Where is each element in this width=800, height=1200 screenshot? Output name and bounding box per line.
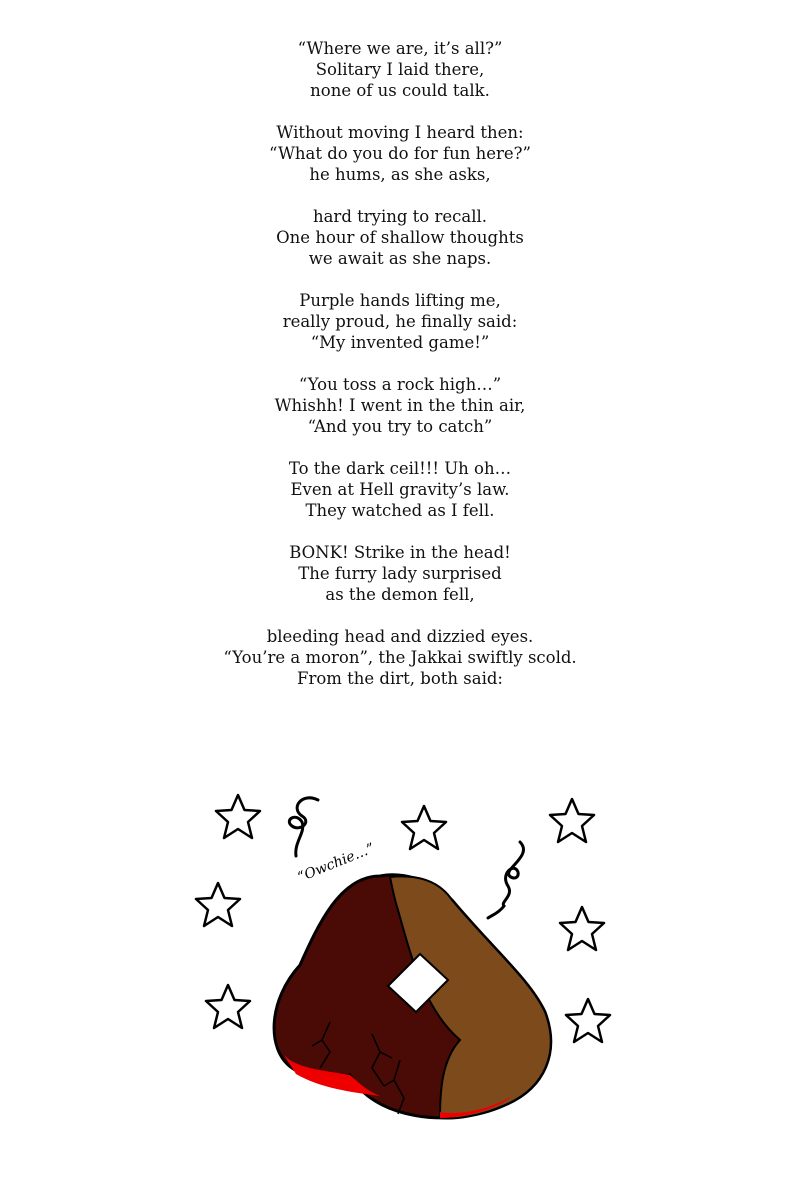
dizzy-swirl-icon	[289, 798, 318, 856]
poem-line: hard trying to recall.	[312, 207, 488, 226]
poem-line: we await as she naps.	[308, 249, 492, 268]
poem-line: bleeding head and dizzied eyes.	[266, 627, 534, 646]
stanza-7	[0, 542, 800, 605]
poem-line: Without moving I heard then:	[276, 123, 524, 142]
star-icon	[216, 795, 260, 838]
poem-line: They watched as I fell.	[305, 501, 495, 520]
poem-line: Even at Hell gravity’s law.	[290, 480, 510, 499]
poem	[0, 38, 800, 710]
star-icon	[550, 799, 594, 842]
stanza-6	[0, 458, 800, 521]
stanza-5	[0, 374, 800, 437]
star-icon	[196, 883, 240, 926]
poem-line: Solitary I laid there,	[315, 60, 485, 79]
poem-line: “My invented game!”	[310, 333, 490, 352]
poem-line: really proud, he finally said:	[282, 312, 518, 331]
poem-line: “Where we are, it’s all?”	[297, 39, 503, 58]
demon-head	[274, 875, 551, 1119]
poem-line: One hour of shallow thoughts	[276, 228, 524, 247]
poem-line: From the dirt, both said:	[297, 669, 503, 688]
poem-line: Purple hands lifting me,	[299, 291, 501, 310]
poem-line: BONK! Strike in the head!	[289, 543, 511, 562]
poem-line: The furry lady surprised	[298, 564, 502, 583]
poem-line: Whishh! I went in the thin air,	[274, 396, 526, 415]
poem-line: “And you try to catch”	[307, 417, 493, 436]
stanza-1	[0, 38, 800, 101]
poem-line: none of us could talk.	[310, 81, 490, 100]
poem-line: To the dark ceil!!! Uh oh…	[288, 459, 512, 478]
stanza-3	[0, 206, 800, 269]
star-icon	[566, 999, 610, 1042]
stanza-2	[0, 122, 800, 185]
stanza-4	[0, 290, 800, 353]
star-icon	[402, 806, 446, 849]
poem-line: “What do you do for fun here?”	[269, 144, 531, 163]
stanza-8	[0, 626, 800, 689]
poem-line: “You’re a moron”, the Jakkai swiftly scold.	[223, 648, 577, 667]
star-icon	[206, 985, 250, 1028]
poem-line: “You toss a rock high…”	[298, 375, 502, 394]
star-icon	[560, 907, 604, 950]
owchie-caption: “Owchie…”	[295, 840, 377, 886]
poem-line: as the demon fell,	[325, 585, 475, 604]
poem-line: he hums, as she asks,	[309, 165, 491, 184]
dizzy-swirl-icon	[488, 842, 524, 918]
dizzy-demon-illustration	[180, 780, 640, 1150]
